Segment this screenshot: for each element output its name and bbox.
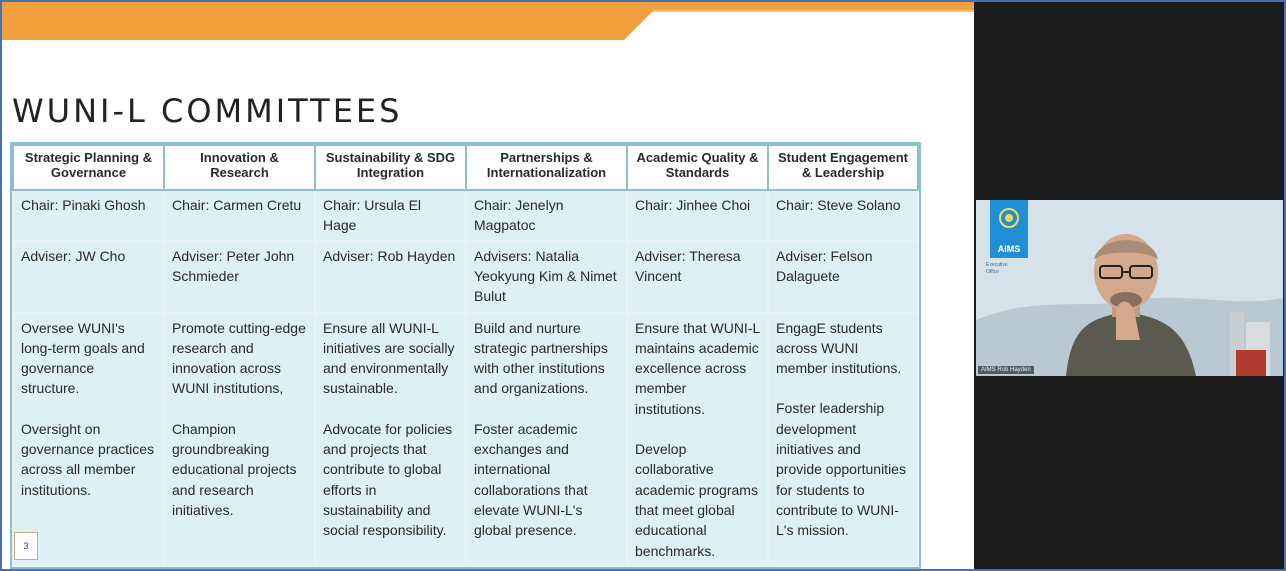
participant-name: AIMS Rob Hayden [978,366,1034,374]
description-text: Foster academic exchanges and international collaborations that elevate WUNI-L's global presence. [474,420,588,539]
adviser-cell: Adviser: Peter John Schmieder [164,241,315,313]
chair-cell: Chair: Steve Solano [768,190,918,241]
description-cell [315,313,466,566]
table-header-row [13,145,918,190]
chair-row [13,190,918,241]
description-text: Ensure that WUNI-L maintains academic excellence across member institutions. [635,319,760,417]
description-text: EngagE students across WUNI member institutions. [776,319,902,377]
chair-cell: Chair: Jinhee Choi [627,190,768,241]
office-label [986,262,1008,276]
column-header: Sustainability & SDG Integration [315,145,466,190]
adviser-cell: Adviser: Rob Hayden [315,241,466,313]
office-line: Office [986,269,999,275]
column-header: Partnerships & Internationalization [466,145,627,190]
description-text: Promote cutting-edge research and innovation across WUNI institutions, [172,319,306,397]
adviser-cell: Adviser: Theresa Vincent [627,241,768,313]
presentation-slide [2,2,974,569]
slide-title: WUNI-L COMMITTEES [12,92,403,130]
description-text: Foster leadership development initiatives and provide opportunities for students to contribute to WUNI-L's mission. [776,400,906,539]
description-text: Develop collaborative academic programs that meet global educational benchmarks. [635,441,758,559]
description-text: Champion groundbreaking educational projects and research initiatives. [172,420,297,518]
chair-cell: Chair: Carmen Cretu [164,190,315,241]
description-cell [768,313,918,566]
adviser-row [13,241,918,313]
description-cell [627,313,768,566]
participant-video-tile[interactable] [976,200,1283,376]
description-cell [164,313,315,566]
column-header: Academic Quality & Standards [627,145,768,190]
orange-header-bar [2,2,974,40]
chair-cell: Chair: Pinaki Ghosh [13,190,164,241]
slide-page-number: 3 [14,532,38,560]
description-text: Advocate for policies and projects that contribute to global efforts in sustainability and social responsibility. [323,420,453,539]
chair-cell: Chair: Jenelyn Magpatoc [466,190,627,241]
description-cell [13,313,164,566]
adviser-cell: Adviser: JW Cho [13,241,164,313]
description-text: Build and nurture strategic partnerships with other institutions and organizations. [474,319,608,397]
video-sidebar [974,2,1284,569]
column-header: Student Engagement & Leadership [768,145,918,190]
office-line: Executive [986,262,1008,268]
description-text: Oversee WUNI's long-term goals and governance structure. [21,319,145,397]
adviser-cell: Advisers: Natalia Yeokyung Kim & Nimet Bulut [466,241,627,313]
description-cell [466,313,627,566]
description-row [13,313,918,566]
column-header: Innovation & Research [164,145,315,190]
emblem-icon [990,200,1028,240]
description-text: Ensure all WUNI-L initiatives are socially and environmentally sustainable. [323,319,455,397]
adviser-cell: Adviser: Felson Dalaguete [768,241,918,313]
committees-table [12,144,919,567]
aims-logo [990,200,1028,258]
chair-cell: Chair: Ursula El Hage [315,190,466,241]
logo-text: AIMS [997,244,1021,254]
description-text: Oversight on governance practices across all member institutions. [21,420,155,498]
column-header: Strategic Planning & Governance [13,145,164,190]
